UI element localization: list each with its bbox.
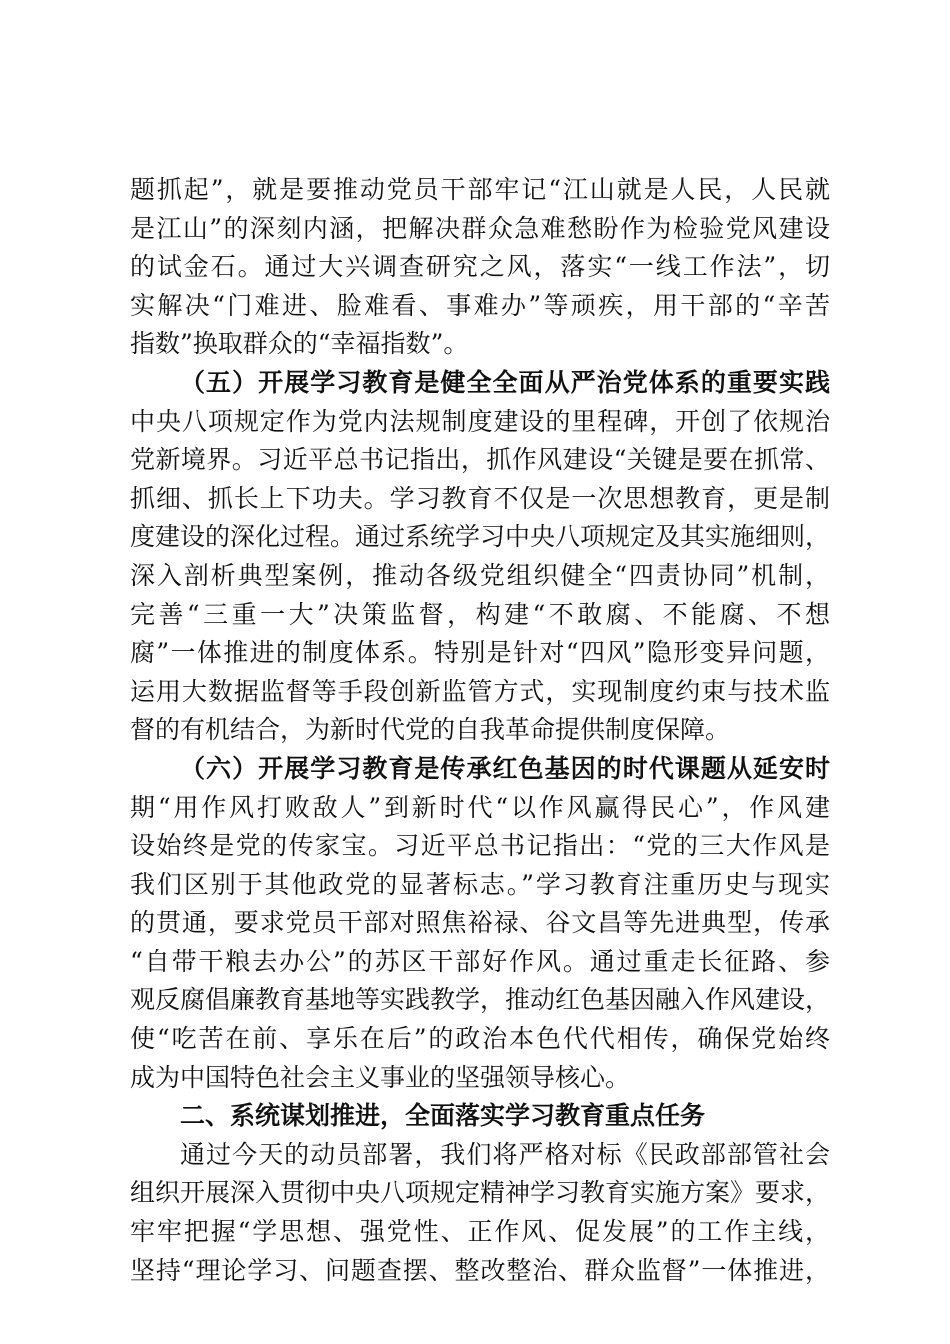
- document-body: [130, 171, 830, 1290]
- text-line: 我们区别于其他政党的显著标志。”学习教育注重历史与现实: [130, 869, 830, 899]
- text-line: 设始终是党的传家宝。习近平总书记指出：“党的三大作风是: [130, 831, 830, 861]
- text-line: 实解决“门难进、脸难看、事难办”等顽疾，用干部的“辛苦: [130, 290, 830, 320]
- section-heading-line: （六）开展学习教育是传承红色基因的时代课题从延安时: [180, 753, 830, 783]
- text-line: 成为中国特色社会主义事业的坚强领导核心。: [130, 1062, 631, 1092]
- text-line: 完善“三重一大”决策监督，构建“不敢腐、不能腐、不想: [130, 599, 830, 629]
- text-line: 指数”换取群众的“幸福指数”。: [130, 329, 469, 359]
- text-line: 度建设的深化过程。通过系统学习中央八项规定及其实施细则，: [130, 522, 831, 552]
- document-page: [130, 171, 830, 1290]
- text-line: 牢牢把握“学思想、强党性、正作风、促发展”的工作主线，: [130, 1217, 830, 1247]
- text-line: 组织开展深入贯彻中央八项规定精神学习教育实施方案》要求，: [130, 1178, 831, 1208]
- section-heading-line: （五）开展学习教育是健全全面从严治党体系的重要实践: [180, 367, 830, 397]
- text-line: 观反腐倡廉教育基地等实践教学，推动红色基因融入作风建设，: [130, 985, 831, 1015]
- text-line: 党新境界。习近平总书记指出，抓作风建设“关键是要在抓常、: [130, 445, 830, 475]
- text-line: 中央八项规定作为党内法规制度建设的里程碑，开创了依规治: [130, 406, 830, 436]
- text-line: 坚持“理论学习、问题查摆、整改整治、群众监督”一体推进，: [130, 1255, 830, 1285]
- text-line: 运用大数据监督等手段创新监管方式，实现制度约束与技术监: [130, 676, 830, 706]
- text-line: 的试金石。通过大兴调查研究之风，落实“一线工作法”，切: [130, 252, 830, 282]
- text-line: “自带干粮去办公”的苏区干部好作风。通过重走长征路、参: [130, 946, 830, 976]
- text-line: 督的有机结合，为新时代党的自我革命提供制度保障。: [130, 715, 731, 745]
- text-line: 题抓起”，就是要推动党员干部牢记“江山就是人民，人民就: [130, 175, 830, 204]
- text-line: 抓细、抓长上下功夫。学习教育不仅是一次思想教育，更是制: [130, 483, 830, 513]
- text-line: 深入剖析典型案例，推动各级党组织健全“四责协同”机制，: [130, 560, 830, 590]
- text-line: 使“吃苦在前、享乐在后”的政治本色代代相传，确保党始终: [130, 1024, 830, 1054]
- text-line: 的贯通，要求党员干部对照焦裕禄、谷文昌等先进典型，传承: [130, 908, 830, 938]
- section-heading-line: 二、系统谋划推进，全面落实学习教育重点任务: [180, 1101, 706, 1131]
- text-line: 通过今天的动员部署，我们将严格对标《民政部部管社会: [180, 1139, 830, 1169]
- text-line: 期“用作风打败敌人”到新时代“以作风赢得民心”，作风建: [130, 792, 830, 822]
- text-line: 是江山”的深刻内涵，把解决群众急难愁盼作为检验党风建设: [130, 213, 830, 243]
- text-line: 腐”一体推进的制度体系。特别是针对“四风”隐形变异问题，: [130, 638, 830, 668]
